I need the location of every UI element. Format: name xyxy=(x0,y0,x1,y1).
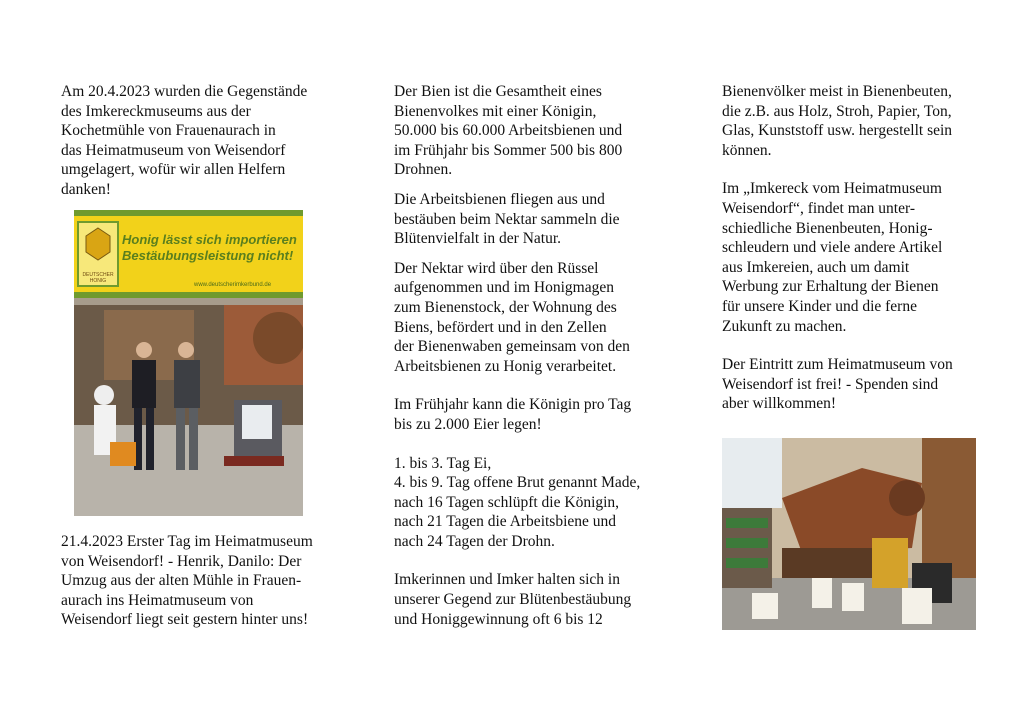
photo-caption: 21.4.2023 Erster Tag im Heimatmuseum von Weisendorf! - Henrik, Danilo: Der Umzug aus der alten Mühle in Frauen- aurach ins Heimatmuseum von Weisendorf liegt seit gestern hinter uns! xyxy=(61,533,313,629)
text-column-1 xyxy=(61,82,351,200)
text-column-3 xyxy=(722,82,992,414)
paragraph-nektar: Der Nektar wird über den Rüssel aufgenommen und im Honigmagen zum Bienenstock, der Wohnung des Biens, befördert und in den Zellen der Bienenwaben gemeinsam von den Arbeitsbienen zu Honig verarbeitet. xyxy=(394,259,630,375)
caption-column-1 xyxy=(61,532,351,630)
paragraph-imkereck: Im „Imkereck vom Heimatmuseum Weisendorf“, findet man unter- schiedliche Bienenbeuten, Honig- schleudern und viele andere Artikel aus Imkereien, auch um damit Werbung zur Erhaltung der Bienen für unsere Kinder und die ferne Zukunft zu machen. xyxy=(722,180,943,335)
banner-headline-1: Honig lässt sich importieren xyxy=(122,232,297,247)
banner-headline-2: Bestäubungsleistung nicht! xyxy=(122,248,294,263)
photo-illustration-2 xyxy=(722,438,976,630)
paragraph-bien: Der Bien ist die Gesamtheit eines Bienenvolkes mit einer Königin, 50.000 bis 60.000 Arbeitsbienen und im Frühjahr bis Sommer 500 bis 800 Drohnen. xyxy=(394,83,623,179)
paragraph-koenigin: Im Frühjahr kann die Königin pro Tag bis zu 2.000 Eier legen! xyxy=(394,396,632,433)
paragraph-entwicklung: 1. bis 3. Tag Ei, 4. bis 9. Tag offene Brut genannt Made, nach 16 Tagen schlüpft die Königin, nach 21 Tagen die Arbeitsbiene und nach 24 Tagen der Drohn. xyxy=(394,454,641,550)
paragraph-eintritt: Der Eintritt zum Heimatmuseum von Weisendorf ist frei! - Spenden sind aber willkommen! xyxy=(722,356,953,413)
paragraph-imker: Imkerinnen und Imker halten sich in unserer Gegend zur Blütenbestäubung und Honiggewinnung oft 6 bis 12 xyxy=(394,571,632,628)
intro-paragraph: Am 20.4.2023 wurden die Gegenstände des Imkereckmuseums aus der Kochetmühle von Frauenaurach in das Heimatmuseum von Weisendorf umgelagert, wofür wir allen Helfern danken! xyxy=(61,83,308,198)
banner-url: www.deutscherimkerbund.de xyxy=(194,282,272,288)
paragraph-bienenbeuten: Bienenvölker meist in Bienenbeuten, die z.B. aus Holz, Stroh, Papier, Ton, Glas, Kunststoff usw. hergestellt sein können. xyxy=(722,83,953,159)
banner-logo-text: DEUTSCHER HONIG xyxy=(82,272,114,284)
paragraph-arbeitsbienen: Die Arbeitsbienen fliegen aus und bestäuben beim Nektar sammeln die Blütenvielfalt in der Natur. xyxy=(394,190,620,248)
museum-photo-exhibits xyxy=(722,438,976,630)
museum-photo-helpers xyxy=(74,210,303,516)
text-column-2 xyxy=(394,82,684,629)
